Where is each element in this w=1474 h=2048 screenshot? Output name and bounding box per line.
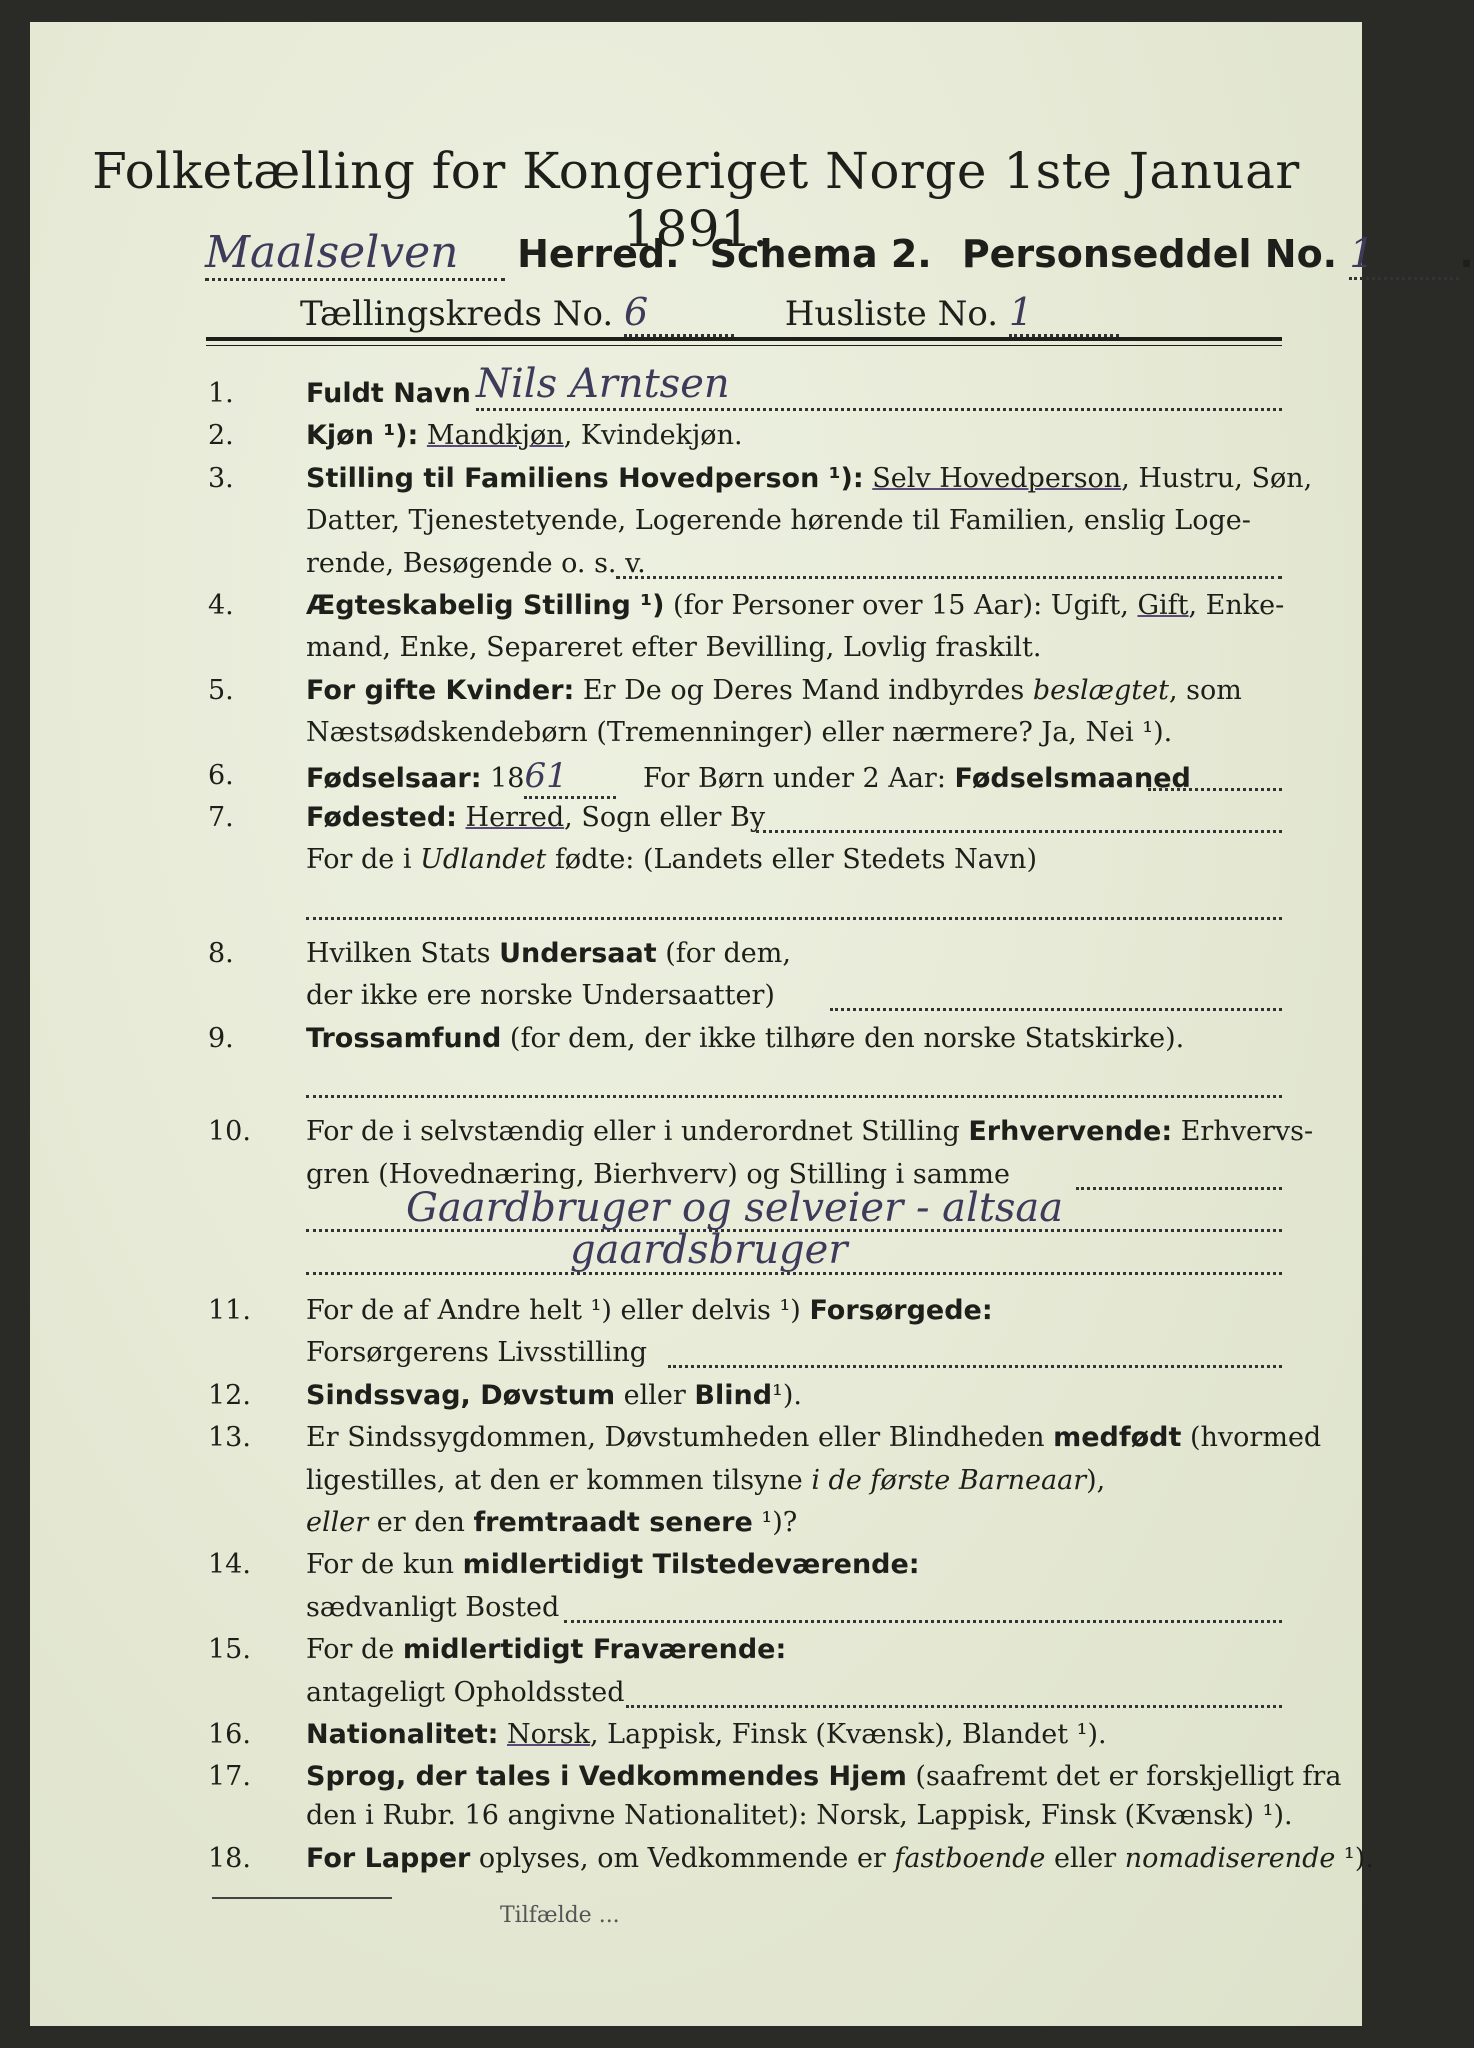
selected-option: Gift (1137, 590, 1189, 621)
item-label: Fødselsaar: (306, 762, 482, 794)
item-text: , som (1168, 674, 1242, 706)
selected-option: Selv Hovedperson (872, 462, 1122, 494)
item-label-bold: midlertidigt Tilstedeværende: (462, 1549, 920, 1581)
item-label-bold: medfødt (1053, 1422, 1182, 1454)
item-text: (for dem, (656, 938, 791, 970)
item-label-bold: Erhvervende: (968, 1116, 1173, 1148)
item-label: Hvilken Stats (306, 938, 491, 970)
year-prefix: 18 (490, 762, 525, 794)
item-number: 7. (208, 802, 234, 833)
item-number: 3. (208, 462, 234, 494)
header-line-2 (300, 290, 1119, 337)
item-text-italic: beslægtet (1032, 674, 1169, 706)
item-number: 17. (208, 1761, 251, 1793)
item-text: (for Personer over 15 Aar): Ugift, (673, 590, 1138, 621)
item-number: 15. (208, 1634, 251, 1666)
option-text: , Kvindekjøn. (563, 420, 743, 452)
item-text-italic: i de første Barneaar (811, 1464, 1087, 1496)
item-number: 6. (208, 759, 234, 791)
item-text: ), (1086, 1464, 1106, 1496)
item-number: 1. (208, 378, 234, 409)
item-text: antageligt Opholdssted (306, 1676, 625, 1708)
selected-option: Norsk (507, 1718, 591, 1750)
item-label: Nationalitet: (306, 1718, 499, 1750)
option-text: , Hustru, Søn, (1121, 462, 1313, 494)
item-text: sædvanligt Bosted (306, 1591, 560, 1623)
item-text: rende, Besøgende o. s. v. (306, 547, 646, 579)
item-number: 14. (208, 1549, 251, 1581)
item-label: For gifte Kvinder: (306, 674, 575, 706)
dotted-line (1148, 788, 1282, 791)
item-number: 10. (208, 1116, 251, 1148)
item-text: (hvormed (1181, 1422, 1322, 1454)
item-label: Trossamfund (306, 1022, 502, 1054)
full-name-value: Nils Arntsen (476, 361, 730, 407)
item-text: Næstsødskendebørn (Tremenninger) eller nærmere? Ja, Nei ¹). (306, 717, 1173, 749)
census-form (30, 22, 1474, 2026)
item-text: der ikke ere norske Undersaatter) (306, 980, 775, 1012)
item-text: Datter, Tjenestetyende, Logerende hørende til Familien, enslig Loge- (306, 505, 1251, 537)
item-text: er den (368, 1506, 474, 1538)
item-number: 12. (208, 1379, 251, 1411)
birth-year-value: 61 (524, 756, 616, 799)
item-text-italic: fastboende (894, 1842, 1046, 1874)
selected-option: Herred (465, 802, 565, 833)
item-text: (for dem, der ikke tilhøre den norske Statskirke). (501, 1022, 1185, 1054)
item-label-bold: Undersaat (499, 938, 657, 970)
dotted-line (306, 917, 1282, 920)
item-label: Fødested: (306, 802, 457, 833)
personseddel-value: 1 (1349, 231, 1459, 280)
item-number: 11. (208, 1294, 251, 1326)
item-text: eller (1045, 1842, 1125, 1874)
herred-value: Maalselven (205, 227, 505, 281)
item-text: For de i (306, 844, 421, 876)
dotted-line (616, 576, 1282, 579)
taellingskreds-label: Tællingskreds No. (300, 294, 614, 334)
header-rule-thin (206, 345, 1282, 346)
item-text: den i Rubr. 16 angivne Nationalitet): Norsk, Lappisk, Finsk (Kvænsk) ¹). (306, 1800, 1293, 1832)
item-text: gren (Hovednæring, Bierhverv) og Stilling i samme (306, 1158, 1011, 1190)
item-text: ¹). (772, 1379, 802, 1411)
item-label-bold: midlertidigt Fraværende: (402, 1634, 787, 1666)
item-text: Erhvervs- (1172, 1116, 1314, 1148)
item-label: Sprog, der tales i Vedkommendes Hjem (306, 1761, 907, 1793)
item-text: fødte: (Landets eller Stedets Navn) (546, 844, 1037, 876)
item-text: ¹)? (752, 1506, 798, 1538)
dotted-line (756, 830, 1282, 833)
item-text: , Enke- (1188, 590, 1285, 621)
personseddel-label: Personseddel No. (961, 232, 1338, 276)
item-number: 16. (208, 1718, 251, 1750)
item-label: Er Sindssygdommen, Døvstumheden eller Blindheden (306, 1422, 1045, 1454)
option-text: , Lappisk, Finsk (Kvænsk), Blandet ¹). (590, 1718, 1107, 1750)
item-text-italic: Udlandet (420, 844, 547, 876)
item-text: For Børn under 2 Aar: (643, 762, 946, 794)
item-number: 4. (208, 590, 234, 621)
item-number: 9. (208, 1022, 234, 1054)
item-label: For de i selvstændig eller i underordnet Stilling (306, 1116, 960, 1148)
item-label: Fødselsmaaned (954, 762, 1191, 794)
item-label: Kjøn ¹): (306, 420, 419, 452)
item-number: 2. (208, 420, 234, 452)
dotted-line (306, 1095, 1282, 1098)
form-title: Folketælling for Kongeriget Norge 1ste Januar 1891. (92, 142, 1300, 258)
item-label: For de af Andre helt ¹) eller delvis ¹) (306, 1294, 801, 1326)
taellingskreds-value: 6 (624, 290, 734, 337)
selected-option: Mandkjøn (426, 420, 564, 452)
item-label: For Lapper (306, 1842, 471, 1874)
item-label: Stilling til Familiens Hovedperson ¹): (306, 462, 864, 494)
item-text-italic: eller (306, 1506, 369, 1538)
item-text: oplyses, om Vedkommende er (470, 1842, 895, 1874)
item-text: , Sogn eller By (564, 802, 766, 833)
item-number: 8. (208, 938, 234, 970)
item-label-bold: Blind (694, 1379, 773, 1411)
item-label: Ægteskabelig Stilling ¹) (306, 590, 665, 621)
occupation-value-1: Gaardbruger og selveier - altsaa (406, 1184, 1064, 1231)
header-rule-thick (206, 337, 1282, 341)
item-label: Sindssvag, Døvstum (306, 1379, 616, 1411)
dotted-line (1076, 1187, 1282, 1190)
occupation-value-2: gaardsbruger (570, 1227, 848, 1274)
item-text: (saafremt det er forskjelligt fra (906, 1761, 1342, 1793)
item-text: Forsørgerens Livsstilling (306, 1337, 648, 1369)
dotted-line (830, 1008, 1282, 1011)
dotted-line (626, 1705, 1282, 1708)
item-label: Fuldt Navn (306, 378, 471, 409)
husliste-value: 1 (1009, 290, 1119, 337)
herred-label: Herred. (517, 232, 680, 276)
dotted-line (564, 1620, 1282, 1623)
item-number: 5. (208, 674, 234, 706)
item-label-bold: Forsørgede: (809, 1294, 993, 1326)
item-text: eller (615, 1379, 695, 1411)
dotted-line (476, 408, 1282, 411)
footer-rule (212, 1897, 392, 1899)
husliste-label: Husliste No. (784, 294, 998, 334)
item-label: For de (306, 1634, 395, 1666)
item-label: For de kun (306, 1549, 454, 1581)
schema-label: Schema 2. (709, 232, 932, 276)
dotted-line (668, 1365, 1282, 1368)
item-text: ¹). (1335, 1842, 1374, 1874)
item-text: Er De og Deres Mand indbyrdes (582, 674, 1033, 706)
item-text-italic: nomadiserende (1124, 1842, 1336, 1874)
item-text: ligestilles, at den er kommen tilsyne (306, 1464, 812, 1496)
item-number: 13. (208, 1422, 251, 1454)
header-line-1: Maalselven Herred. Schema 2. Personseddel No. 1 . (205, 227, 1474, 281)
item-text: mand, Enke, Separeret efter Bevilling, Lovlig fraskilt. (306, 632, 1042, 664)
footer-text: Tilfælde ... (500, 1902, 620, 1928)
item-number: 18. (208, 1842, 251, 1874)
item-label-bold: fremtraadt senere (473, 1506, 753, 1538)
